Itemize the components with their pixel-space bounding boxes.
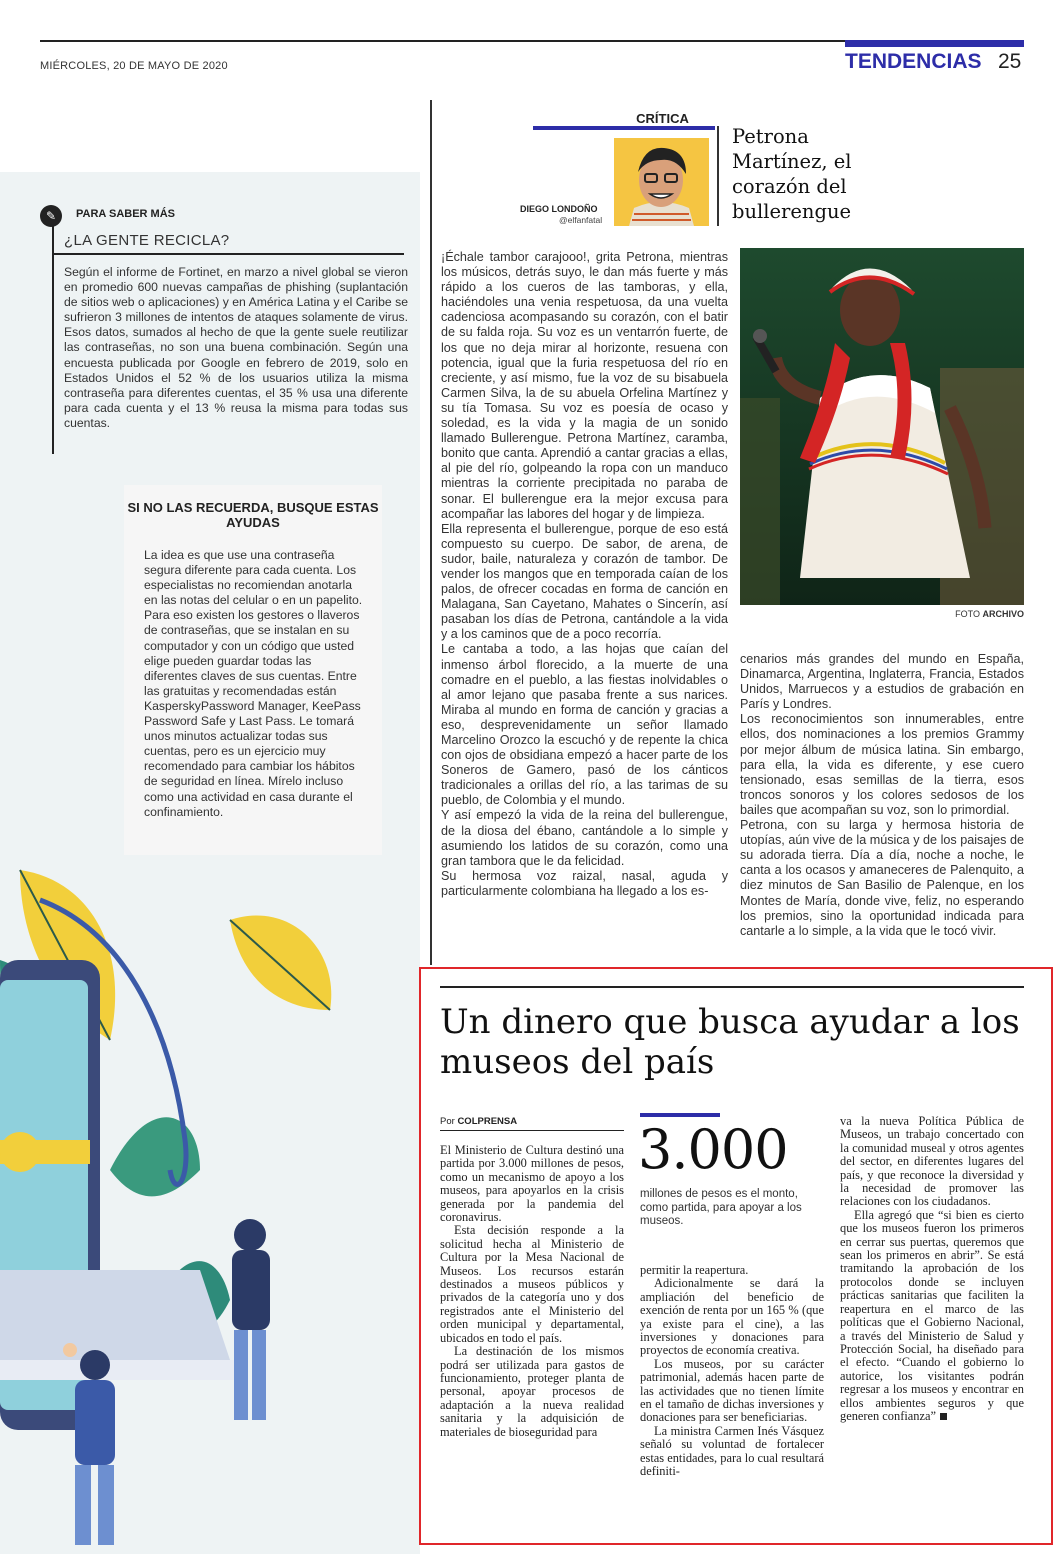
paragraph: Esta decisión responde a la solicitud hecha al Ministerio de Cultura por la Mesa Nacional de Museos. Los recursos estarán destinados a museos públicos y privados de la categoría uno y dos registrados ante el Ministerio del orden municipal y departamental, ubicados en todo el país. [440,1223,624,1345]
byline-prefix: Por [440,1116,458,1127]
critica-vertical-rule [717,126,719,226]
museos-headline: Un dinero que busca ayudar a los museos del país [440,1002,1020,1082]
paragraph: Adicionalmente se dará la ampliación del beneficio de exención de renta por un 165 % (que ya existe para el cine), a las inversiones y donaciones para proyectos de economía creativa. [640,1276,824,1358]
museos-column-3 [840,1115,1024,1423]
critica-accent-bar [533,126,715,130]
saber-mas-body: Según el informe de Fortinet, en marzo a nivel global se vieron en promedio 600 nuevas campañas de phishing (suplantación de sitios web o aplicaciones) y en América Latina y el Caribe se sufrieron 3 millones de intentos de ataques solamente de virus. Esos datos, sumados al hecho de que la gente suele reutilizar las contraseñas, no son una buena combinación. Según una encuesta publicada por Google en febrero de 2019, solo en Estados Unidos el 52 % de los usuarios utiliza la misma contraseña para diferentes cuentas, el 35 % usa una diferente para cada cuenta y el 13 % reusa la misma para todas sus cuentas. [64,265,408,430]
paragraph: El Ministerio de Cultura destinó una partida por 3.000 millones de pesos, como un mecanismo de apoyo a los museos, para apoyarlos en la crisis generada por la pandemia del coronavirus. [440,1143,624,1225]
critica-column-2 [740,652,1024,939]
highlight-accent-bar [640,1113,720,1117]
paragraph: Los reconocimientos son innumerables, entre ellos, dos nominaciones a los premios Grammy por mejor álbum de música latina. Sin embargo, para ella, la vida es diferente, y ese cuero tensionado, esas semillas de la tierra, esos troncos sonoros y los colores sedosos de los bailes que acompañan su voz, son lo primordial. [740,712,1024,817]
author-portrait [614,138,709,226]
article-top-rule [440,986,1024,988]
paragraph: Su hermosa voz raizal, nasal, aguda y particularmente colombiana ha llegado a los es- [441,868,728,898]
photo-credit-prefix: FOTO [955,609,983,619]
closing-paragraph-text: Ella agregó que “si bien es cierto que los museos fueron los primeros en cerrar sus puertas, queremos que sean los primeros en abrir”. Se está tramitando la aprobación de los protocolos donde se incluyen prácticas sanitarias que faciliten la reapertura en el marco de las políticas que el Gobierno Nacional, a través del Ministerio de Salud y Protección Social, ha diseñado para el efecto. “Cuando el gobierno lo autorice, los visitantes podrán regresar a los museos y encontrar en ellos ambientes seguros y que generen confianza” [840,1207,1024,1423]
paragraph: Petrona, con su larga y hermosa historia de utopías, aún vive de la música y de los paisajes de su adorada tierra. Día a día, noche a noche, le canta a los ocasos y amaneceres de Palenquito, a diez minutos de San Basilio de Palenque, en los Montes de María, donde vive, feliz, no esperando los premios, sino la oportunidad indicada para cantarle a lo simple, a la vida que le tocó vivir. [740,818,1024,938]
issue-date: MIÉRCOLES, 20 DE MAYO DE 2020 [40,60,228,72]
paragraph: Los museos, por su carácter patrimonial, además hacen parte de las actividades que no tienen límite en el tamaño de dichas inversiones y donaciones para ser beneficiarias. [640,1356,824,1425]
paragraph: cenarios más grandes del mundo en España, Dinamarca, Argentina, Inglaterra, Francia, Estados Unidos, Marruecos y a estudios de grabación en París y Londres. [740,652,1024,712]
byline-source: COLPRENSA [457,1116,518,1127]
photo-credit-source: ARCHIVO [982,609,1024,619]
saber-mas-label: PARA SABER MÁS [76,208,176,220]
byline-rule [440,1130,624,1131]
paragraph: Ella representa el bullerengue, porque de eso está compuesto su cuerpo. De sabor, de arena, de sudor, baile, naturaleza y corazón de tambor. De vender los mangos que en temporada caían de los palos, de ofrecer cocadas en forma de canción en Malagana, San Cayetano, Mahates o Sincerín, así pasaban los días de Petrona, cantándole a la vida y a los caminos que de a poco recorría. [441,521,728,642]
highlight-caption: millones de pesos es el monto, como partida, para apoyar a los museos. [640,1188,802,1228]
critica-label: CRÍTICA [636,111,689,126]
ayudas-box-body: La idea es que use una contraseña segura diferente para cada cuenta. Los especialistas no recomiendan anotarla en las notas del celular o en un papelito. Para eso existen los gestores o llaveros de contraseñas, que se instalan en su computador y con un código que usted elige pueden guardar todas las diferentes claves de sus cuentas. Entre las gratuitas y recomendadas están KasperskyPassword Manager, KeePass Password Safe y Last Pass. Le tomará unos minutos actualizar todas sus cuentas, pero es un ejercicio muy recomendado para cambiar los hábitos de seguridad en línea. Mírelo incluso como una actividad en casa durante el confinamiento. [144,548,363,819]
paragraph: Le cantaba a todo, a las hojas que caían del inmenso árbol florecido, a la muerte de una comadre en el pueblo, a las fiestas inolvidables o al amor lejano que pasaba frente a sus narices. Miraba al mundo en forma de canción y gracias a eso, desprevenidamente un señor llamado Marcelino Orozco la escuchó y de repente la chica con ojos de obsidiana empezó a hacer parte de los Soneros de Gamero, pasó de los cánticos tradicionales a orillas del río, a las tarimas de su pueblo, de Colombia y el mundo. [441,642,728,808]
section-name: TENDENCIAS [845,50,982,73]
saber-mas-vertical-rule [52,226,54,454]
author-name: DIEGO LONDOÑO [520,204,598,214]
ayudas-box-title: SI NO LAS RECUERDA, BUSQUE ESTAS AYUDAS [127,500,379,530]
saber-mas-title: ¿LA GENTE RECICLA? [64,232,230,249]
paragraph: permitir la reapertura. [640,1263,749,1277]
paragraph: Y así empezó la vida de la reina del bullerengue, de la diosa del ébano, cantándole a lo simple y asumiendo los latidos de su corazón, como una gran tambora que le da felicidad. [441,808,728,868]
paragraph: va la nueva Política Pública de Museos, un trabajo concertado con la comunidad museal y otros agentes del sector, en diferentes lugares del país, y que reconoce la diversidad y la necesidad de promover las relaciones con los ciudadanos. [840,1114,1024,1209]
critica-headline: Petrona Martínez, el corazón del bullerengue [732,125,852,223]
singer-photo [740,248,1024,605]
security-illustration [0,840,420,1554]
end-mark [940,1413,947,1420]
byline [440,1116,517,1127]
paragraph [840,1209,1024,1424]
highlight-number: 3.000 [638,1118,788,1181]
page-number: 25 [998,50,1022,73]
author-handle: @elfanfatal [559,215,603,225]
paragraph: La ministra Carmen Inés Vásquez señaló su voluntad de fortalecer estas entidades, para lo cual resultará definiti- [640,1423,824,1479]
museos-column-2 [640,1264,824,1479]
section-accent-bar [845,40,1024,47]
paragraph: ¡Échale tambor carajooo!, grita Petrona, mientras los músicos, detrás suyo, le dan más fuerte y más rápido a los cueros de las tamboras, y ella, haciéndoles una venia respetuosa, da una vuelta cadenciosa acompasando su corazón, con el batir de su falda roja. Su voz es un ventarrón fuerte, de los que no deja mirar al horizonte, resuena con potencia, igual que la furia respetuosa del río en creciente, y así mismo, fue la voz de su bisabuela Carmen Silva, la de su abuela Orfelina Martínez y su tía Tomasa. Su voz es poesía de ocaso y soledad, es la vida y la magia de un sonido llamado Bullerengue. Petrona Martínez, caramba, bonito que canta. Aprendió a cantar gracias a ellas, al pie del río, golpeando la ropa con un manduco mientras la corriente precipitada no paraba de sonar. El bullerengue era la mejor excusa para acompañar las labores del hogar y de limpieza. [441,250,728,521]
critica-column-1 [441,250,728,899]
saber-mas-horizontal-rule [52,253,404,255]
column-divider [430,100,432,965]
photo-credit [740,609,1024,619]
paragraph: La destinación de los mismos podrá ser utilizada para gastos de funcionamiento, proteger planta de personal, apoyar procesos de adaptación a la nueva realidad sanitaria y la adquisición de materiales de bioseguridad para [440,1344,624,1439]
pin-icon: ✎ [40,205,62,227]
museos-column-1 [440,1144,624,1439]
